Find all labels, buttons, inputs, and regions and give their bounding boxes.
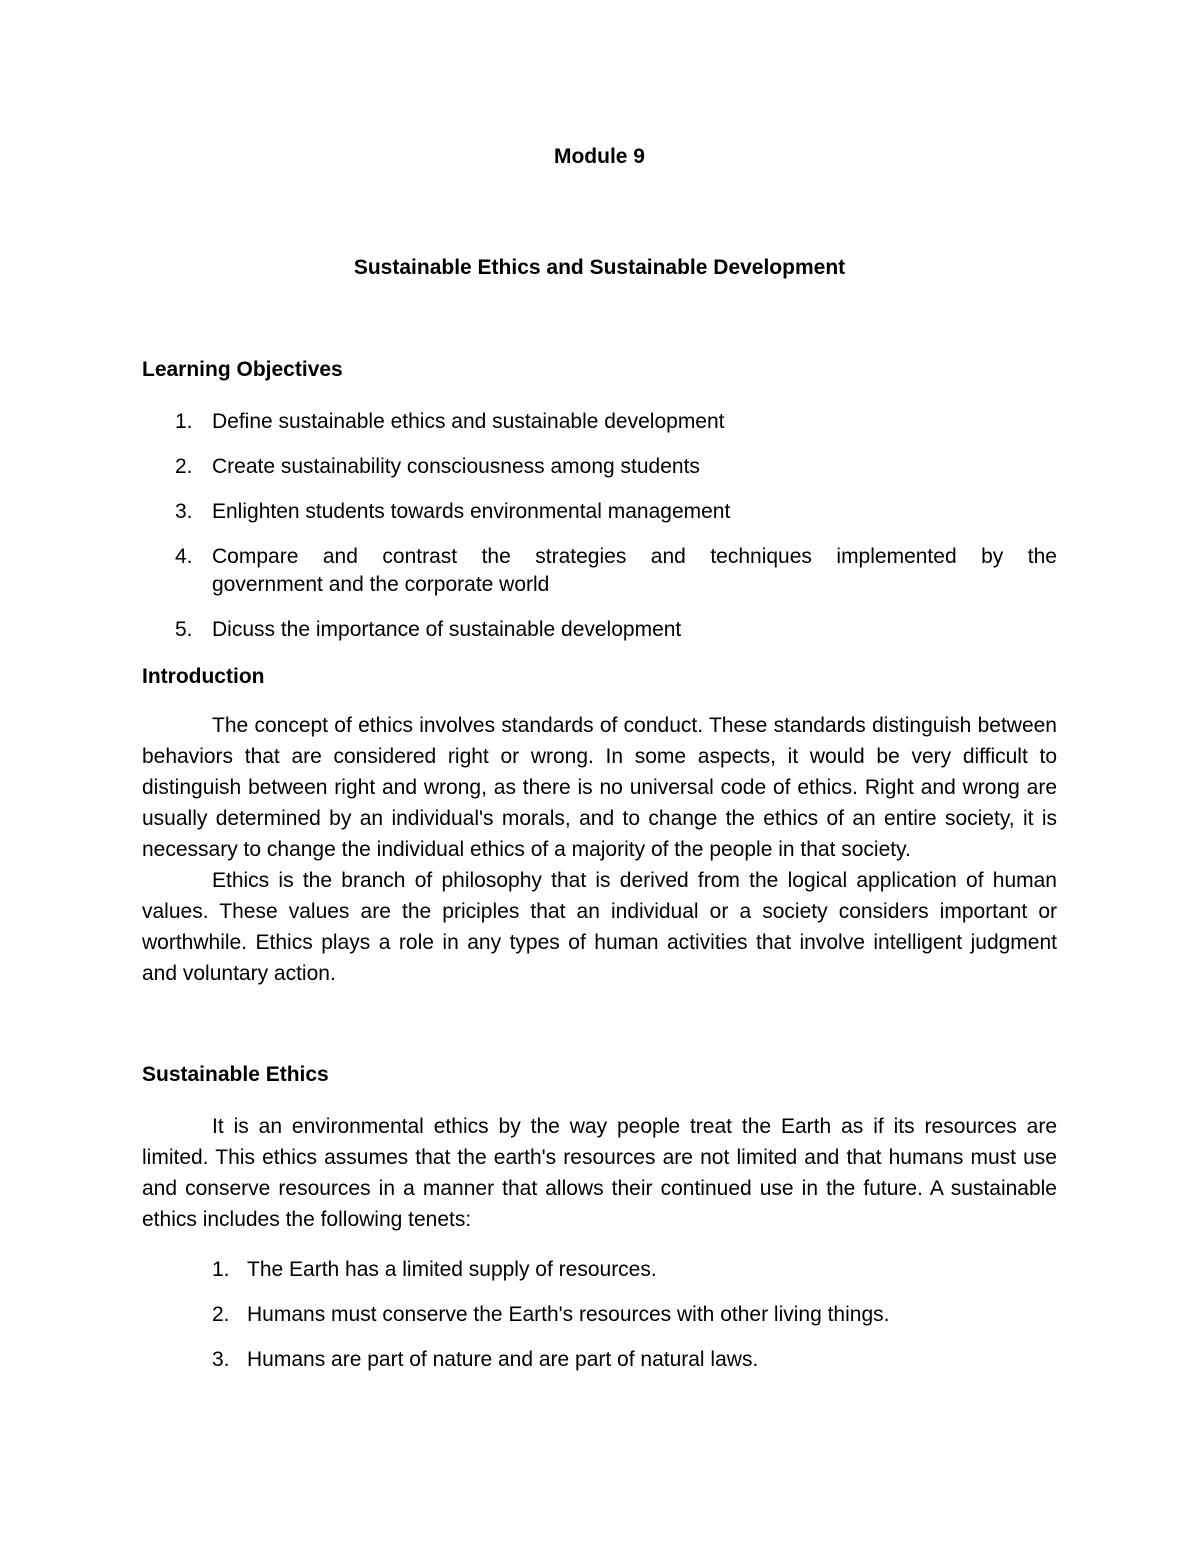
- introduction-paragraph-1: The concept of ethics involves standards of conduct. These standards distinguish between behaviors that are considered right or wrong. In some aspects, it would be very difficult to distinguish between right and wrong, as there is no universal code of ethics. Right and wrong are usually determined by an individual's morals, and to change the ethics of an entire society, it is necessary to change the individual ethics of a majority of the people in that society.: [142, 714, 1057, 861]
- list-item: [142, 408, 1057, 436]
- list-item: [142, 453, 1057, 481]
- list-item-text: Define sustainable ethics and sustainable development: [212, 410, 725, 433]
- list-item-number: 1.: [212, 1258, 230, 1281]
- list-item-text: Humans must conserve the Earth's resources with other living things.: [247, 1303, 890, 1326]
- list-item: [142, 1346, 1057, 1374]
- list-item-number: 5.: [175, 618, 193, 641]
- list-item-text: Create sustainability consciousness among students: [212, 455, 700, 478]
- list-item-text: Dicuss the importance of sustainable development: [212, 618, 682, 641]
- list-item-text: Enlighten students towards environmental management: [212, 500, 731, 523]
- list-item-number: 4.: [175, 545, 193, 568]
- page-content: [142, 143, 1057, 1391]
- tenets-list: [142, 1256, 1057, 1374]
- module-label: Module 9: [553, 145, 645, 168]
- introduction-paragraph-2: Ethics is the branch of philosophy that is derived from the logical application of human values. These values are the priciples that an individual or a society considers important or worthwhile. Ethics plays a role in any types of human activities that involve intelligent judgment and voluntary action.: [142, 869, 1057, 985]
- list-item-text: The Earth has a limited supply of resources.: [247, 1258, 657, 1281]
- list-item: [142, 1301, 1057, 1329]
- list-item: [142, 1256, 1057, 1284]
- list-item-number: 3.: [175, 500, 193, 523]
- list-item: [142, 543, 1057, 599]
- sustainable-ethics-paragraph: It is an environmental ethics by the way people treat the Earth as if its resources are limited. This ethics assumes that the earth's resources are not limited and that humans must use and conserve resources in a manner that allows their continued use in the future. A sustainable ethics includes the following tenets:: [142, 1115, 1057, 1231]
- learning-objectives-list: [142, 408, 1057, 644]
- list-item-number: 3.: [212, 1348, 230, 1371]
- introduction-heading: Introduction: [142, 665, 265, 688]
- learning-objectives-heading: Learning Objectives: [142, 358, 343, 381]
- list-item-number: 1.: [175, 410, 193, 433]
- document-title: Sustainable Ethics and Sustainable Development: [353, 256, 846, 279]
- list-item: [142, 616, 1057, 644]
- list-item: [142, 498, 1057, 526]
- sustainable-ethics-heading: Sustainable Ethics: [142, 1063, 329, 1086]
- list-item-text-line2: government and the corporate world: [212, 573, 550, 596]
- list-item-text: Humans are part of nature and are part of natural laws.: [247, 1348, 759, 1371]
- list-item-number: 2.: [212, 1303, 230, 1326]
- list-item-number: 2.: [175, 455, 193, 478]
- list-item-text-line1: Compare and contrast the strategies and techniques implemented by the: [212, 545, 1057, 568]
